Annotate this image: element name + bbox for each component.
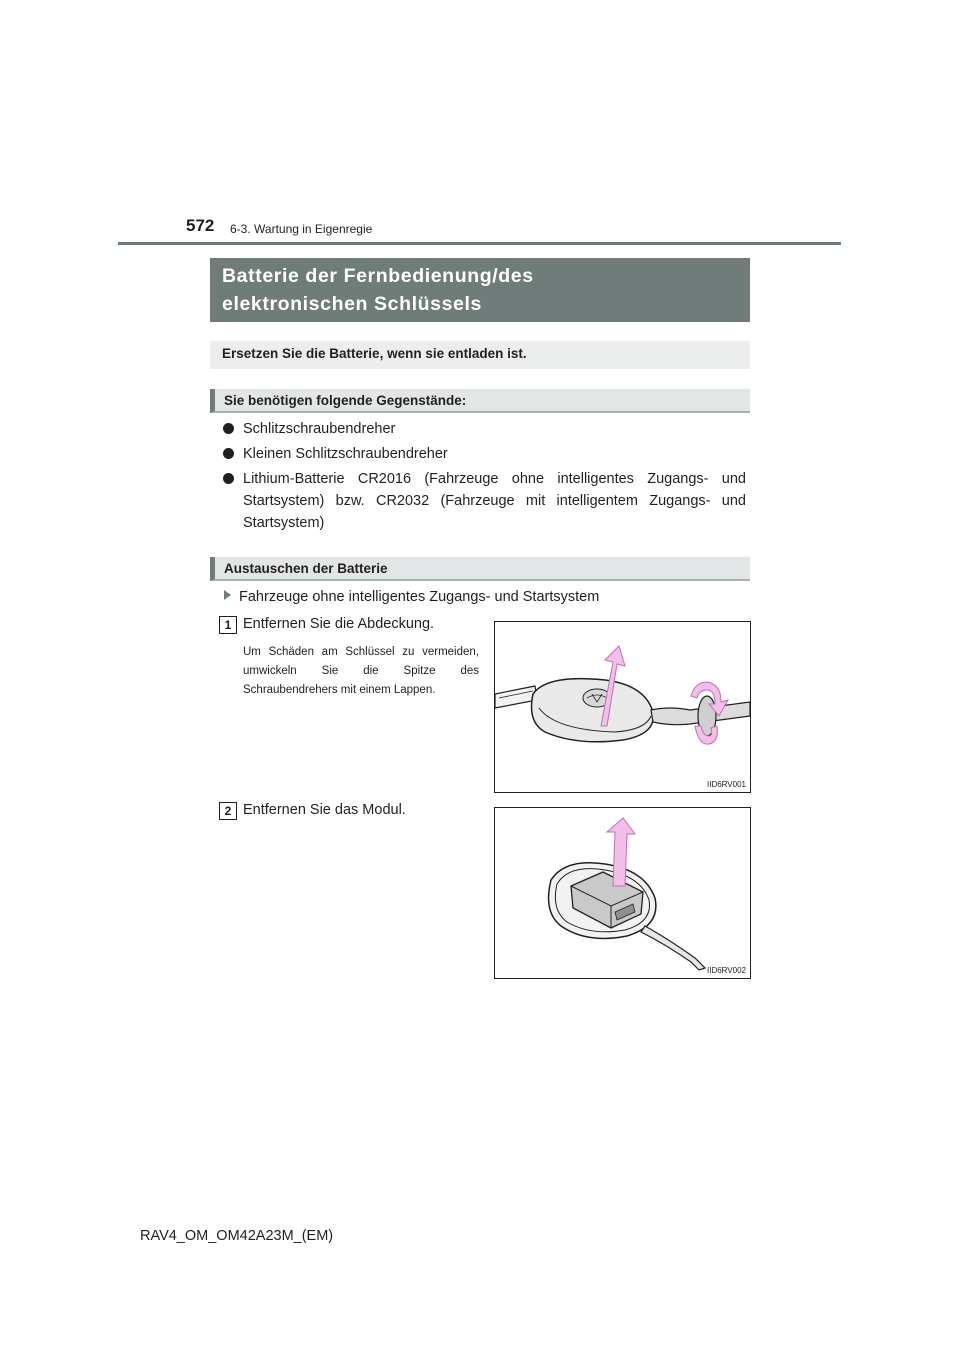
- step-number-1: 1: [219, 616, 237, 634]
- bullet-icon: [223, 448, 234, 459]
- list-item: Schlitzschraubendreher: [222, 418, 746, 440]
- bullet-icon: [223, 473, 234, 484]
- key-cover-illustration: [495, 622, 750, 792]
- page-number: 572: [186, 216, 215, 235]
- triangle-icon: [224, 590, 231, 600]
- figure-remove-cover: [494, 621, 751, 793]
- step-text-2: Entfernen Sie das Modul.: [243, 802, 406, 818]
- figure-remove-module: [494, 807, 751, 979]
- subheading-replacement: Austauschen der Batterie: [210, 557, 750, 581]
- step-note-1: Um Schäden am Schlüssel zu vermeiden, umwickeln Sie die Spitze des Schraubendrehers mit einem Lappen.: [243, 646, 479, 696]
- figure-code-1: IID6RV001: [707, 780, 746, 789]
- items-needed-list: [222, 418, 746, 537]
- subheading-items-needed: Sie benötigen folgende Gegenstände:: [210, 389, 750, 413]
- section-title: [210, 258, 750, 322]
- vehicle-note: Fahrzeuge ohne intelligentes Zugangs- und Startsystem: [224, 589, 599, 605]
- header-rule: [118, 242, 841, 245]
- document-footer: RAV4_OM_OM42A23M_(EM): [140, 1228, 334, 1244]
- bullet-icon: [223, 423, 234, 434]
- section-title-line1: Batterie der Fernbedienung/des: [222, 265, 534, 287]
- section-title-line2: elektronischen Schlüssels: [222, 293, 482, 315]
- list-item: Kleinen Schlitzschraubendreher: [222, 443, 746, 465]
- step-number-2: 2: [219, 802, 237, 820]
- figure-code-2: IID6RV002: [707, 966, 746, 975]
- intro-text: Ersetzen Sie die Batterie, wenn sie entladen ist.: [210, 341, 750, 369]
- list-item: Lithium-Batterie CR2016 (Fahrzeuge ohne intelligentes Zugangs- und Startsystem) bzw. CR2032 (Fahrzeuge mit intelligentem Zugangs- und Startsystem): [222, 468, 746, 534]
- step-text-1: Entfernen Sie die Abdeckung.: [243, 616, 435, 632]
- key-module-illustration: [495, 808, 750, 978]
- section-reference: 6-3. Wartung in Eigenregie: [230, 222, 373, 236]
